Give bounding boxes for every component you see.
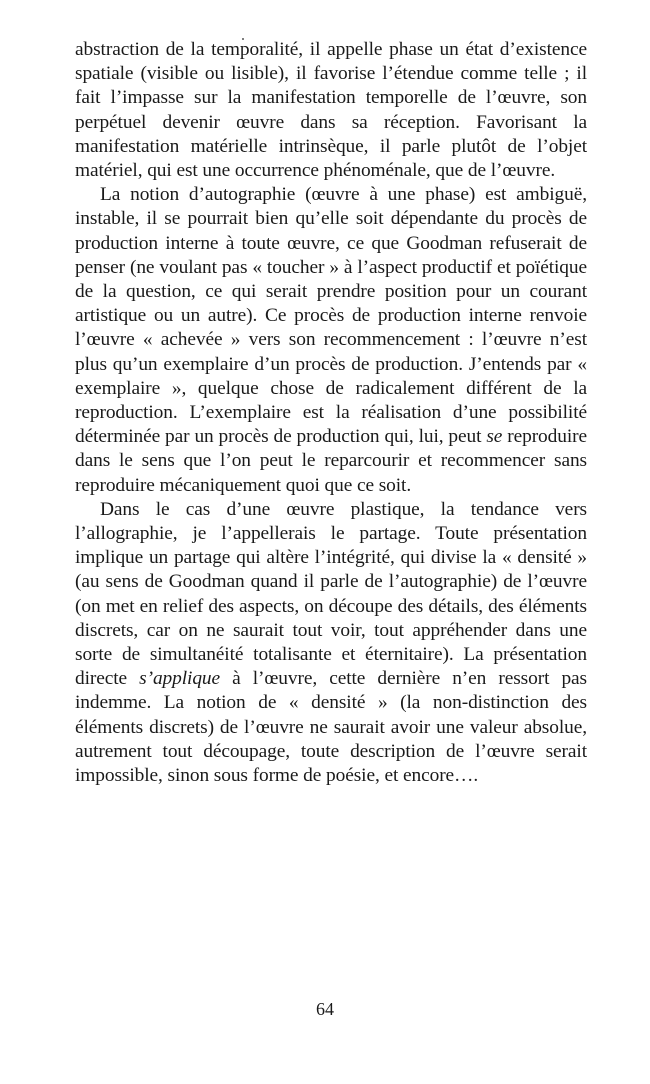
paragraph-2-italic-se: se — [486, 426, 503, 448]
paragraph-3 — [75, 498, 587, 788]
paragraph-3-italic-sapplique: s’applique — [139, 668, 221, 690]
paragraph-3-text-b: à l’œuvre, cette dernière n’en ressort pas indemme. La notion de « densité » (la non-distinction des éléments discrets) de l’œuvre ne saurait avoir une valeur absolue, autrement tout découpage, toute description de l’œuvre serait impossible, sinon sous forme de poésie, et encore…. — [75, 668, 588, 787]
paragraph-1-text: abstraction de la temporalité, il appelle phase un état d’existence spatiale (visible ou lisible), il favorise l’étendue comme telle ; il fait l’impasse sur la manifestation temporelle de l’œuvre, son perpétuel devenir œuvre dans sa réception. Favorisant la manifestation matérielle intrinsèque, il parle plutôt de l’objet matériel, qui est une occurrence phénoménale, que de l’œuvre. — [75, 39, 587, 182]
paragraph-2-text-a: La notion d’autographie (œuvre à une phase) est ambiguë, instable, il se pourrait bien qu’elle soit dépendante du procès de production interne à toute œuvre, ce que Goodman refuserait de penser (ne voulant pas « toucher » à l’aspect productif et poïétique de la question, ce qui serait prendre position pour un courant artistique ou un autre). Ce procès de production interne renvoie l’œuvre « achevée » vers son recommencement : l’œuvre n’est plus qu’un exemplaire d’un procès de production. J’entends par « exemplaire », quelque chose de radicalement différent de la reproduction. L’exemplaire est la réalisation d’une possibilité déterminée par un procès de production qui, lui, peut — [75, 184, 587, 448]
paragraph-1 — [75, 38, 587, 183]
page-number: 64 — [316, 999, 334, 1019]
paragraph-3-text-a: Dans le cas d’une œuvre plastique, la tendance vers l’allographie, je l’appellerais le partage. Toute présentation implique un partage qui altère l’intégrité, qui divise la « densité » (au sens de Goodman quand il parle de l’autographie) de l’œuvre (on met en relief des aspects, on découpe des détails, des éléments discrets, car on ne saurait tout voir, tout appréhender dans une sorte de simultanéité totalisante et éternitaire). La présentation directe — [75, 498, 587, 690]
paragraph-2 — [75, 183, 587, 498]
paragraph-2-text-b: reproduire dans le sens que l’on peut le reparcourir et recommencer sans reproduire mécaniquement quoi que ce soit. — [75, 426, 587, 496]
page-body — [75, 38, 587, 788]
